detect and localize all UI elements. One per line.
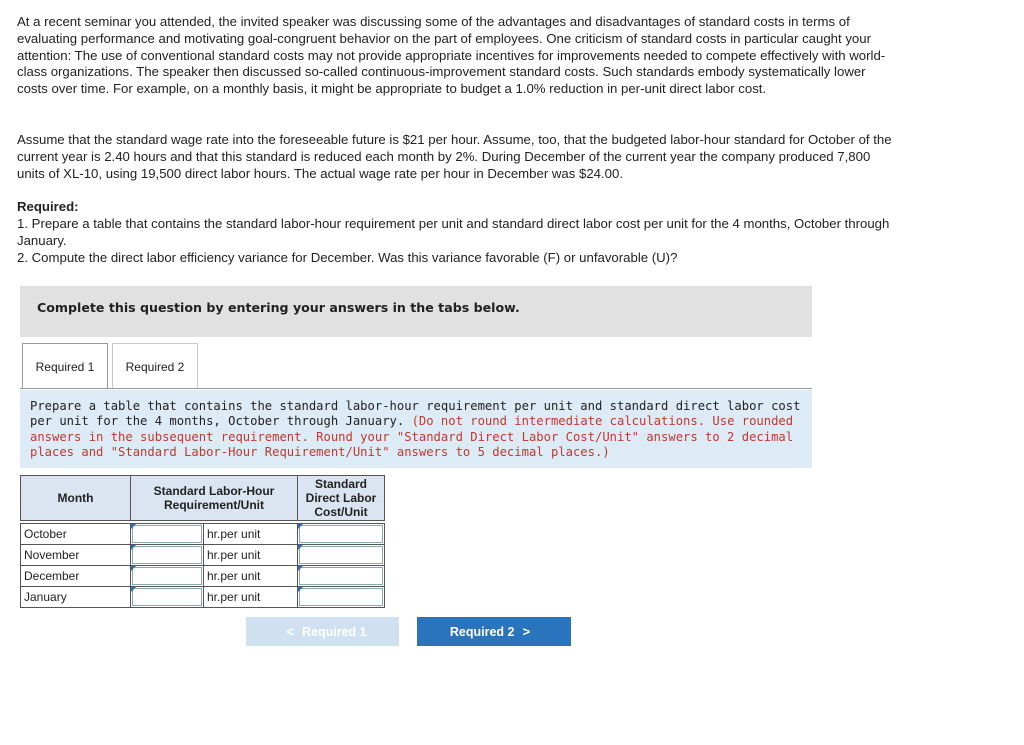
input-flag-icon: [298, 545, 303, 550]
labor-cost-input-cell[interactable]: [298, 587, 385, 608]
labor-hours-input-cell[interactable]: [131, 587, 204, 608]
tab-required-1[interactable]: Required 1: [22, 343, 108, 389]
labor-cost-input-cell[interactable]: [298, 545, 385, 566]
table-row: [21, 587, 385, 608]
banner-text: Complete this question by entering your answers in the tabs below.: [37, 300, 520, 315]
labor-hours-input-cell[interactable]: [131, 566, 204, 587]
unit-label: hr.per unit: [204, 566, 298, 587]
required-2-text: 2. Compute the direct labor efficiency variance for December. Was this variance favorable (F) or unfavorable (U)?: [17, 250, 678, 265]
unit-label: hr.per unit: [204, 545, 298, 566]
labor-hours-input-cell[interactable]: [131, 524, 204, 545]
table-row: [21, 545, 385, 566]
input-flag-icon: [298, 566, 303, 571]
header-labor-cost: Standard Direct Labor Cost/Unit: [298, 476, 385, 521]
month-cell: December: [21, 566, 131, 587]
input-flag-icon: [131, 566, 136, 571]
previous-button-label: Required 1: [301, 624, 367, 639]
labor-hours-input[interactable]: [132, 588, 202, 606]
labor-hours-input[interactable]: [132, 525, 202, 543]
problem-paragraph-1: At a recent seminar you attended, the invited speaker was discussing some of the advantages and disadvantages of standard costs in terms of evaluating performance and motivating goal-congruent behavior on the part of employees. One criticism of standard costs in particular caught your attention: The use of conventional standard costs may not provide appropriate incentives for improvements needed to compete effectively with world-class organizations. The speaker then discussed so-called continuous-improvement standard costs. Such standards embody systematically lower costs over time. For example, on a monthly basis, it might be appropriate to budget a 1.0% reduction in per-unit direct labor cost.: [17, 14, 886, 97]
tab-divider: [20, 388, 812, 389]
next-button[interactable]: [417, 617, 571, 646]
next-button-label: Required 2: [449, 624, 515, 639]
instructions-banner: [20, 286, 812, 337]
input-flag-icon: [298, 524, 303, 529]
labor-cost-input[interactable]: [299, 525, 383, 543]
header-labor-hours: Standard Labor-Hour Requirement/Unit: [131, 476, 298, 521]
answer-table: [20, 475, 385, 608]
instruction-note: (Do not round intermediate calculations. Use rounded answers in the subsequent requirement. Round your "Standard Direct Labor Cost/Unit" answers to 2 decimal places and "Standard Labor-Hour Requirement/Unit" answers to 5 decimal places.): [30, 414, 794, 460]
chevron-left-icon: <: [286, 624, 294, 639]
month-cell: January: [21, 587, 131, 608]
instruction-box: [20, 390, 812, 468]
labor-hours-input[interactable]: [132, 567, 202, 585]
labor-cost-input-cell[interactable]: [298, 566, 385, 587]
labor-cost-input[interactable]: [299, 588, 383, 606]
instruction-text: [30, 399, 802, 461]
labor-hours-input-cell[interactable]: [131, 545, 204, 566]
input-flag-icon: [131, 524, 136, 529]
instruction-main: Prepare a table that contains the standard labor-hour requirement per unit and standard direct labor cost per unit for the 4 months, October through January.: [30, 399, 801, 429]
previous-button[interactable]: [246, 617, 399, 646]
problem-paragraph-2: Assume that the standard wage rate into the foreseeable future is $21 per hour. Assume, too, that the budgeted labor-hour standard for October of the current year is 2.40 hours and that this standard is reduced each month by 2%. During December of the current year the company produced 7,800 units of XL-10, using 19,500 direct labor hours. The actual wage rate per hour in December was $24.00.: [17, 132, 892, 181]
header-month: Month: [21, 476, 131, 521]
table-row: [21, 566, 385, 587]
chevron-right-icon: >: [522, 624, 531, 639]
month-cell: October: [21, 524, 131, 545]
labor-cost-input-cell[interactable]: [298, 524, 385, 545]
input-flag-icon: [131, 545, 136, 550]
labor-cost-input[interactable]: [299, 567, 383, 585]
table-row: [21, 524, 385, 545]
unit-label: hr.per unit: [204, 587, 298, 608]
labor-hours-input[interactable]: [132, 546, 202, 564]
input-flag-icon: [131, 587, 136, 592]
labor-cost-input[interactable]: [299, 546, 383, 564]
tab-required-2[interactable]: Required 2: [112, 343, 198, 388]
unit-label: hr.per unit: [204, 524, 298, 545]
required-heading: Required:: [17, 199, 79, 214]
month-cell: November: [21, 545, 131, 566]
required-1-text: 1. Prepare a table that contains the standard labor-hour requirement per unit and standard direct labor cost per unit for the 4 months, October through January.: [17, 216, 890, 248]
input-flag-icon: [298, 587, 303, 592]
